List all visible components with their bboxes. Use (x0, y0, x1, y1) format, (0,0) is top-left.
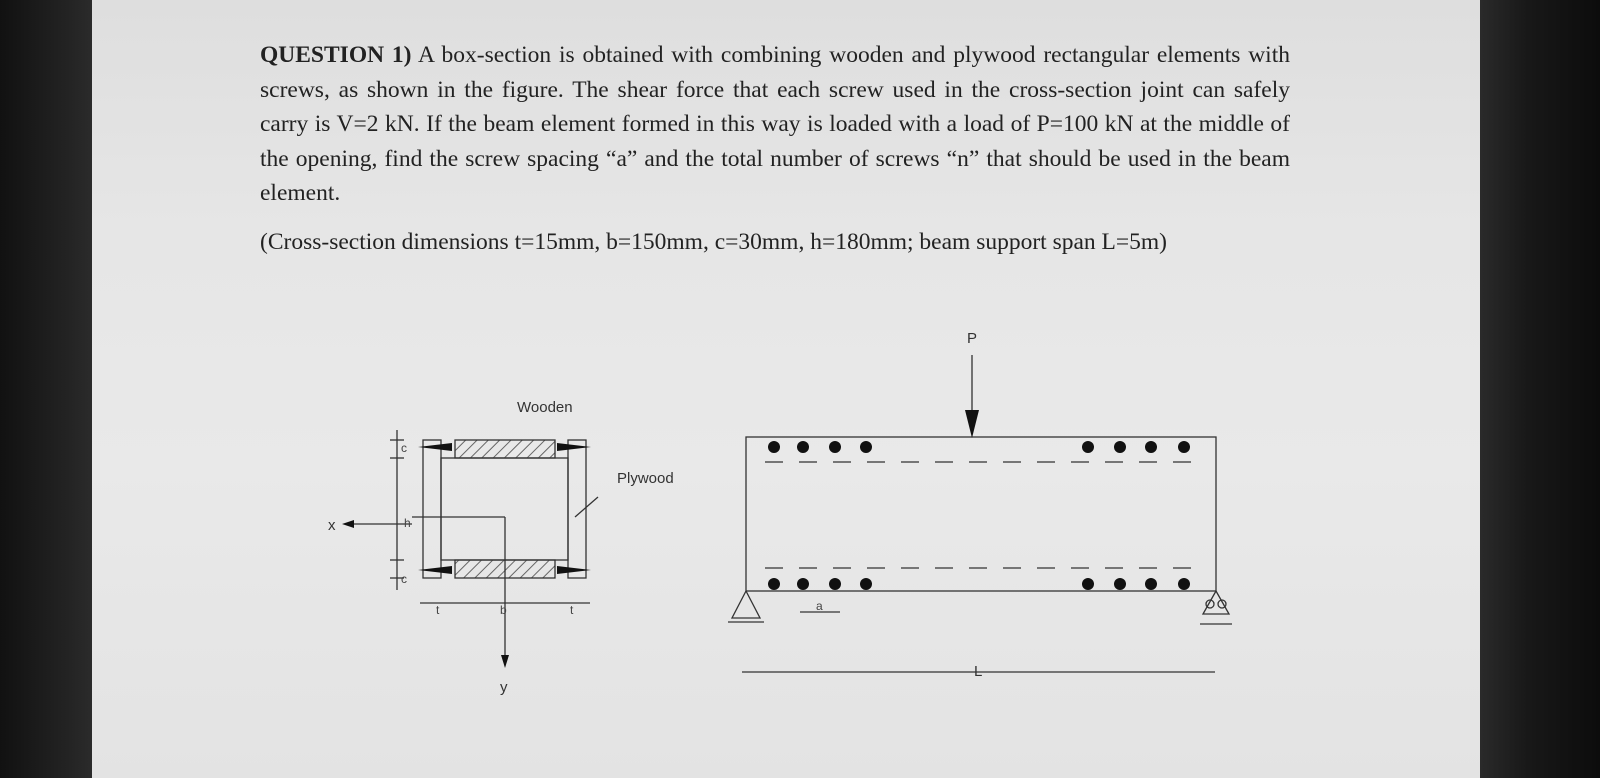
x-axis-label: x (328, 517, 336, 534)
load-label: P (967, 330, 978, 347)
dim-t-right: t (570, 603, 574, 617)
cross-section-screws (342, 443, 591, 668)
screw-dot (1114, 441, 1126, 453)
beam-diagram (728, 355, 1232, 672)
load-arrow-head (965, 410, 979, 438)
dim-c-bottom: c (401, 572, 407, 586)
screw-dot (1178, 441, 1190, 453)
screw-dot (1082, 578, 1094, 590)
question-text: A box-section is obtained with combining wooden and plywood rectangular elements with screws, as shown in the figure. The shear force that each screw used in the cross-section joint can safely carry is V=2 kN. If the beam element formed in this way is loaded with a load of P=100 kN at the middle of the opening, find the screw spacing “a” and the total number of screws “n” that should be used in the beam element. (260, 42, 1290, 206)
spacing-label: a (816, 599, 823, 613)
screw-dot (1114, 578, 1126, 590)
screw-dot (1145, 578, 1157, 590)
screw-dot (1145, 441, 1157, 453)
cross-section-diagram (390, 430, 598, 655)
screw-dot (860, 441, 872, 453)
plywood-left (423, 440, 441, 578)
question-label: QUESTION 1) (260, 42, 412, 68)
y-axis-label: y (500, 679, 508, 696)
dim-t-left: t (436, 603, 440, 617)
wooden-label: Wooden (517, 399, 573, 416)
pin-support (732, 591, 760, 618)
screw-dot (1178, 578, 1190, 590)
screw-dot (860, 578, 872, 590)
wooden-top-flange (455, 440, 555, 458)
dim-h: h (404, 516, 411, 530)
screw-dot (797, 578, 809, 590)
x-axis-arrow (342, 520, 354, 528)
dimensions-text: (Cross-section dimensions t=15mm, b=150mm, c=30mm, h=180mm; beam support span L=5m) (260, 228, 1167, 255)
screw-dot (797, 441, 809, 453)
dim-c-top: c (401, 441, 407, 455)
screw-dot (829, 441, 841, 453)
screw-dot (829, 578, 841, 590)
y-axis-arrow (501, 655, 509, 668)
screw-dot (768, 578, 780, 590)
span-label: L (974, 663, 983, 680)
screw-dot (768, 441, 780, 453)
dim-b: b (500, 603, 507, 617)
screw-dot (1082, 441, 1094, 453)
plywood-label: Plywood (617, 470, 674, 487)
